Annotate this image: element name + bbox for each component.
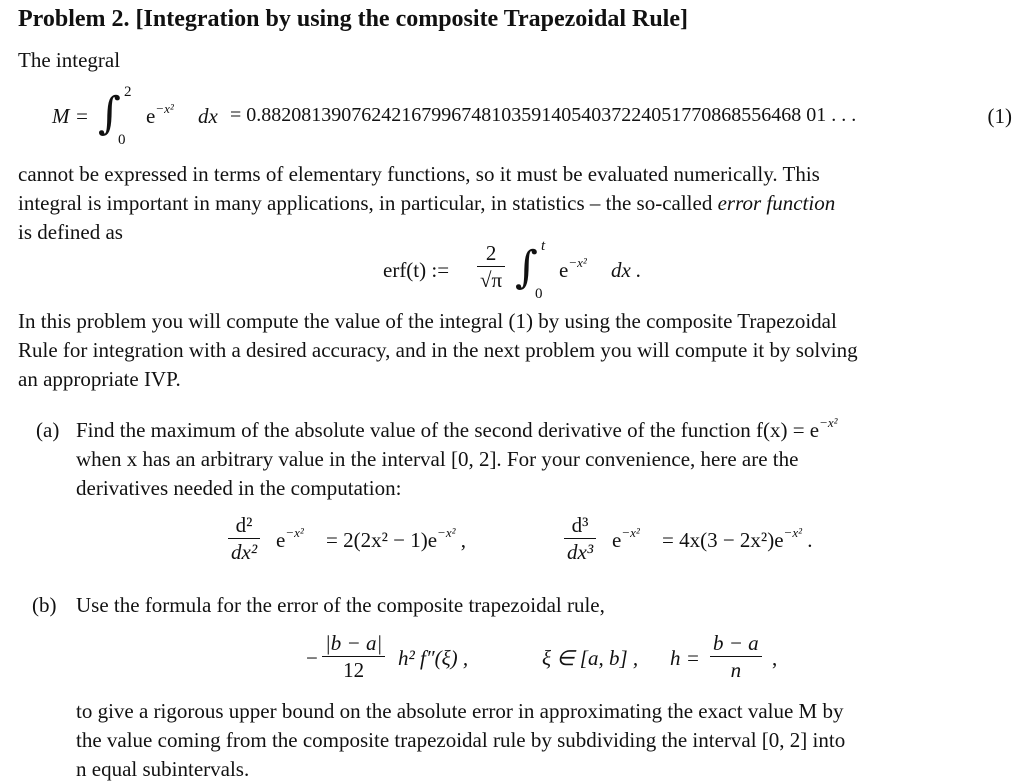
third-derivative-equation [564, 512, 884, 572]
eq1-integral-sign: ∫ [98, 88, 121, 139]
erf-dx: dx . [611, 258, 642, 282]
equation-1 [52, 84, 1012, 154]
erf-upper-limit: t [541, 238, 546, 254]
xi-interval: ξ ∈ [a, b] , [542, 646, 639, 670]
d3-rhs: = $4x(3 - 2x^2)e^{-x^2}$ . [662, 525, 813, 552]
erf-fraction: $\frac{2}{√\pi}$ [477, 240, 505, 293]
second-derivative-equation [228, 512, 528, 572]
part-b-line-3: the value coming from the composite trapezoidal rule by subdividing the interval [0, 2] into [76, 728, 846, 752]
eq1-lhs: M = [52, 104, 89, 128]
problem-title: Problem 2. [Integration by using the composite Trapezoidal Rule] [18, 6, 688, 32]
eq1-value: = 0.882081390762421679967481035914054037224051770868556468 01 . . . [230, 104, 857, 126]
error-rest: h² f″(ξ) , [398, 646, 469, 670]
paragraph-1-line-1: cannot be expressed in terms of elementary functions, so it must be evaluated numerically. This [18, 162, 820, 186]
eq1-number: (1) [987, 104, 1012, 128]
paragraph-1-line-2: integral is important in many applications, in particular, in statistics – the so-called error function [18, 191, 836, 215]
trapezoid-error-formula [306, 630, 806, 690]
erf-integrand: $e^{-x^2}$ [559, 255, 587, 282]
part-a-line-1: Find the maximum of the absolute value of the second derivative of the function $f(x) = e^{-x^2}$ [76, 415, 838, 442]
d2-rhs: = $2(2x^2 - 1)e^{-x^2}$ , [326, 525, 466, 552]
paragraph-2-line-3: an appropriate IVP. [18, 367, 181, 391]
h-label: h = [670, 646, 700, 670]
part-a-line-3: derivatives needed in the computation: [76, 476, 402, 500]
paragraph-1-line-3: is defined as [18, 220, 123, 244]
h-comma: , [772, 646, 778, 670]
part-b-line-2: to give a rigorous upper bound on the absolute error in approximating the exact value M by [76, 699, 844, 723]
eq1-upper-limit: 2 [124, 84, 132, 100]
d2-base: $e^{-x^2}$ [276, 525, 304, 552]
error-minus: − [306, 646, 318, 670]
part-b-line-4: n equal subintervals. [76, 757, 250, 781]
erf-lower-limit: 0 [535, 286, 543, 302]
paragraph-2-line-2: Rule for integration with a desired accuracy, and in the next problem you will compute it by solving [18, 338, 858, 362]
erf-lhs: erf(t) := [383, 258, 450, 282]
part-a-line-2: when x has an arbitrary value in the interval [0, 2]. For your convenience, here are the [76, 447, 799, 471]
part-a-label: (a) [36, 418, 60, 442]
d2-fraction: $\frac{\text{d²}}{\text{dx²}}$ [228, 512, 260, 565]
part-b-line-1: Use the formula for the error of the composite trapezoidal rule, [76, 593, 605, 617]
d3-fraction: $\frac{\text{d³}}{\text{dx³}}$ [564, 512, 596, 565]
eq1-dx: dx [198, 104, 218, 128]
intro-text: The integral [18, 48, 121, 72]
eq1-lower-limit: 0 [118, 132, 126, 148]
eq1-integrand: $e^{-x^2}$ [146, 101, 174, 128]
error-fraction: $\frac{|b - a|}{12}$ [322, 630, 385, 683]
erf-definition [383, 240, 683, 312]
d3-base: $e^{-x^2}$ [612, 525, 640, 552]
paragraph-2-line-1: In this problem you will compute the value of the integral (1) by using the composite Trapezoidal [18, 309, 837, 333]
erf-integral-sign: ∫ [515, 242, 538, 293]
part-b-label: (b) [32, 593, 57, 617]
error-function-term: error function [717, 191, 836, 215]
h-fraction: $\frac{b - a}{n}$ [710, 630, 762, 683]
